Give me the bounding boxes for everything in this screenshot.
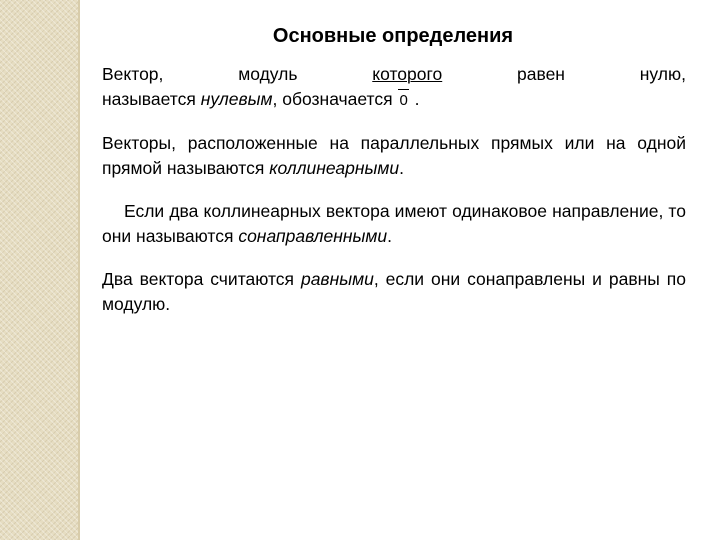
text-segment: Два вектора считаются: [102, 269, 301, 289]
decorative-side-band: [0, 0, 80, 540]
term-codirected: сонаправленными: [238, 226, 388, 246]
word: Вектор,: [102, 64, 164, 84]
term-collinear: коллинеарными: [269, 158, 400, 178]
text-segment: Если два коллинеарных вектора имеют одинаковое направление, то они называются: [102, 201, 686, 246]
slide-title: Основные определения: [272, 25, 514, 47]
word: равен: [517, 64, 565, 84]
definition-collinear: [102, 131, 686, 181]
text-segment: .: [387, 226, 392, 246]
definition-zero-vector: [102, 62, 686, 113]
definition-equal: [102, 267, 686, 317]
term-equal: равными: [300, 269, 374, 289]
definition-codirected: [102, 199, 686, 249]
word: модуль: [238, 64, 298, 84]
term-zero: нулевым: [200, 89, 273, 109]
text-segment: .: [399, 158, 405, 178]
word: нулю,: [639, 64, 686, 84]
text-segment: Векторы, расположенные на параллельных прямых или на одной прямой называются: [102, 133, 686, 178]
text-segment: , если они сонаправлены и равны по модулю.: [102, 269, 686, 314]
zero-vector-symbol: 0: [397, 88, 409, 113]
word: которого: [372, 64, 443, 84]
text-segment: , обозначается: [272, 89, 398, 109]
text-segment: .: [409, 89, 420, 109]
text-segment: называется: [102, 89, 201, 109]
definitions-content: [102, 62, 686, 335]
definition-zero-vector-line2: [102, 87, 686, 113]
definition-zero-vector-line1: [102, 62, 686, 87]
